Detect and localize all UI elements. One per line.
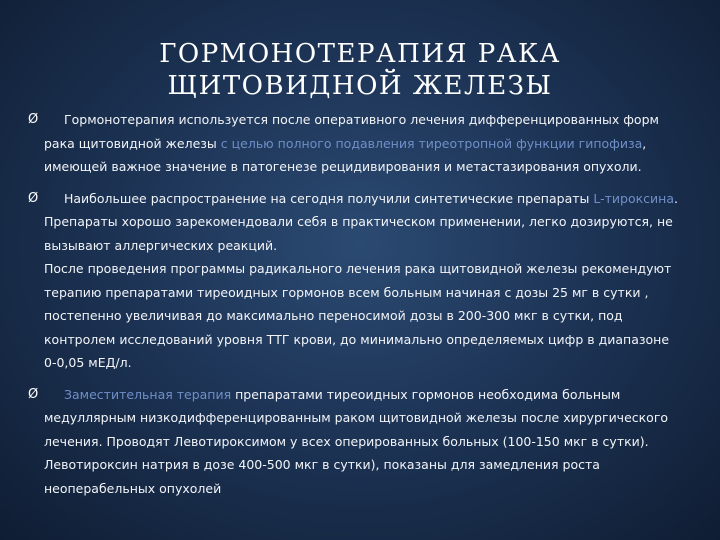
paragraph-2-line-3: После проведения программы радикального лечения рака щитовидной железы рекомендуют терапию препаратами тиреоидных гормонов всем больным начиная с дозы 25 мг в сутки , постепенно увеличивая до максимально переносимой дозы в 200-300 мкг в сутки, под контролем исследований уровня ТТГ крови, до минимально определяемых цифр в диапазоне 0-0,05 мЕД/л. — [44, 261, 672, 370]
paragraph-2-text-a: Наибольшее распространение на сегодня получили синтетические препараты — [64, 190, 594, 206]
title-line-1: ГОРМОНОТЕРАПИЯ РАКА — [159, 39, 561, 69]
title-line-2: ЩИТОВИДНОЙ ЖЕЛЕЗЫ — [167, 71, 553, 101]
paragraph-1 — [30, 108, 680, 179]
slide-title — [0, 38, 720, 102]
paragraph-1-text-a: Гормонотерапия используется после оперативного лечения дифференцированных форм рака щитовидной железы — [44, 112, 659, 151]
paragraph-3 — [30, 383, 680, 501]
paragraph-1-highlight: с целью полного подавления тиреотропной функции гипофиза — [220, 135, 643, 151]
arrow-bullet-icon: Ø — [28, 190, 39, 206]
paragraph-2-line-2: Препараты хорошо зарекомендовали себя в практическом применении, легко дозируются, не вызывают аллергических реакций. — [44, 214, 673, 253]
paragraph-2-highlight: L-тироксина — [593, 190, 674, 206]
paragraph-3-text: препаратами тиреоидных гормонов необходима больным медуллярным низкодифференцированным раком щитовидной железы после хирургического лечения. Проводят Левотироксимом у всех оперированных больных (100-150 мкг в сутки). Левотироксин натрия в дозе 400-500 мкг в сутки), показаны для замедления роста неоперабельных опухолей — [44, 386, 669, 496]
arrow-bullet-icon: Ø — [28, 386, 39, 402]
paragraph-3-highlight: Заместительная терапия — [64, 386, 232, 402]
slide-body — [30, 108, 680, 500]
paragraph-1-text-b: , имеющей важное значение в патогенезе рецидивирования и метастазирования опухоли. — [44, 135, 647, 174]
arrow-bullet-icon: Ø — [28, 112, 39, 127]
paragraph-2-text-b: . — [673, 190, 678, 206]
paragraph-2 — [30, 187, 680, 375]
